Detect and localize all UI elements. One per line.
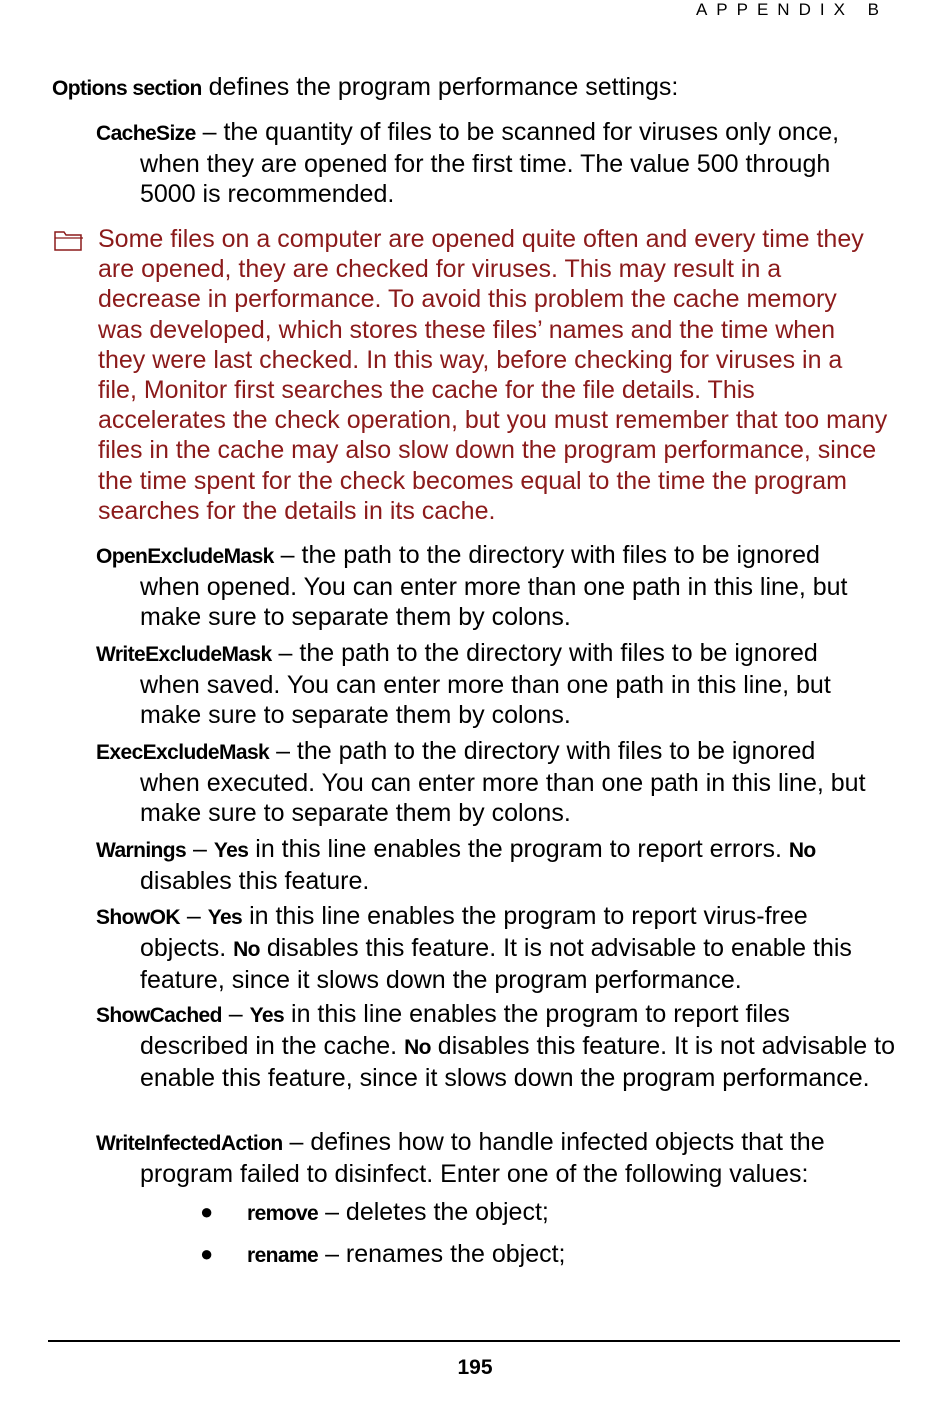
warnings-no: No	[788, 839, 816, 862]
entry-writeexcludemask	[96, 638, 896, 730]
options-intro	[52, 72, 678, 104]
cachesize-term: CacheSize	[96, 122, 196, 145]
writeexcludemask-cont: when saved. You can enter more than one path in this line, but make sure to separate them by colons.	[140, 671, 831, 729]
bullet-text: – renames the object;	[318, 1240, 566, 1268]
execexcludemask-line1: – the path to the directory with files to be ignored	[269, 737, 816, 765]
showcached-mid: in this line enables the program to report files	[284, 1000, 790, 1028]
showcached-term: ShowCached	[96, 1004, 222, 1027]
running-header: APPENDIX B	[695, 0, 888, 19]
showcached-no: No	[404, 1036, 431, 1059]
cachesize-line1: – the quantity of files to be scanned for viruses only once,	[195, 118, 840, 146]
showok-term: ShowOK	[96, 906, 180, 929]
openexcludemask-line1: – the path to the directory with files to be ignored	[273, 541, 820, 569]
showok-cont1: objects.	[140, 934, 234, 962]
openexcludemask-cont: when opened. You can enter more than one path in this line, but make sure to separate them by colons.	[140, 573, 848, 631]
entry-openexcludemask	[96, 540, 896, 632]
entry-warnings	[96, 834, 896, 896]
bullet-term: rename	[247, 1244, 319, 1267]
showcached-yes: Yes	[249, 1004, 285, 1027]
showok-cont2: disables this feature. It is not advisable to enable this feature, since it slows down the program performance.	[140, 934, 852, 994]
cachesize-cont: when they are opened for the first time. The value 500 through 5000 is recommended.	[140, 150, 831, 208]
warnings-dash: –	[186, 835, 214, 863]
writeinfectedaction-line1: – defines how to handle infected objects that the	[282, 1128, 825, 1156]
execexcludemask-cont: when executed. You can enter more than one path in this line, but make sure to separate them by colons.	[140, 769, 866, 827]
entry-showok	[96, 901, 896, 995]
execexcludemask-term: ExecExcludeMask	[96, 741, 270, 764]
page-number: 195	[457, 1356, 493, 1379]
writeexcludemask-line1: – the path to the directory with files to be ignored	[271, 639, 818, 667]
showok-mid: in this line enables the program to report virus-free	[242, 902, 808, 930]
bullet-dot: ●	[200, 1199, 214, 1224]
warnings-yes: Yes	[213, 839, 249, 862]
writeinfectedaction-term: WriteInfectedAction	[96, 1132, 283, 1155]
note-folder-icon	[54, 229, 84, 251]
options-section-term: Options section	[52, 77, 202, 100]
entry-execexcludemask	[96, 736, 896, 828]
openexcludemask-term: OpenExcludeMask	[96, 545, 274, 568]
warnings-mid: in this line enables the program to report errors.	[248, 835, 789, 863]
showok-no: No	[233, 938, 260, 961]
entry-cachesize	[96, 117, 896, 209]
bullet-dot: ●	[200, 1241, 214, 1266]
footer-rule	[48, 1340, 900, 1342]
writeinfectedaction-cont: program failed to disinfect. Enter one of the following values:	[140, 1160, 809, 1188]
warnings-cont: disables this feature.	[140, 867, 370, 895]
cache-note: Some files on a computer are opened quite often and every time they are opened, they are checked for viruses. This may result in a decrease in performance. To avoid this problem the cache memory was developed, which stores these files’ names and the time when they were last checked. In this way, before checking for viruses in a file, Monitor first searches the cache for the file details. This accelerates the check operation, but you must remember that too many files in the cache may also slow down the program performance, since the time spent for the check becomes equal to the time the program searches for the details in its cache.	[98, 225, 888, 525]
entry-writeinfectedaction	[96, 1127, 896, 1189]
showcached-cont	[96, 1031, 895, 1093]
options-intro-text: defines the program performance settings:	[201, 73, 679, 101]
entry-showcached	[96, 999, 896, 1093]
showcached-cont2: disables this feature. It is not advisable to enable this feature, since it slows down the program performance.	[140, 1032, 896, 1092]
bullet-term: remove	[247, 1202, 319, 1225]
list-item	[247, 1239, 566, 1271]
warnings-term: Warnings	[96, 839, 187, 862]
showok-dash: –	[179, 902, 208, 930]
showok-cont	[96, 933, 890, 995]
showcached-cont1: described in the cache.	[140, 1032, 405, 1060]
showcached-dash: –	[221, 1000, 250, 1028]
list-item	[247, 1197, 549, 1229]
showok-yes: Yes	[207, 906, 243, 929]
bullet-text: – deletes the object;	[318, 1198, 549, 1226]
writeexcludemask-term: WriteExcludeMask	[96, 643, 272, 666]
